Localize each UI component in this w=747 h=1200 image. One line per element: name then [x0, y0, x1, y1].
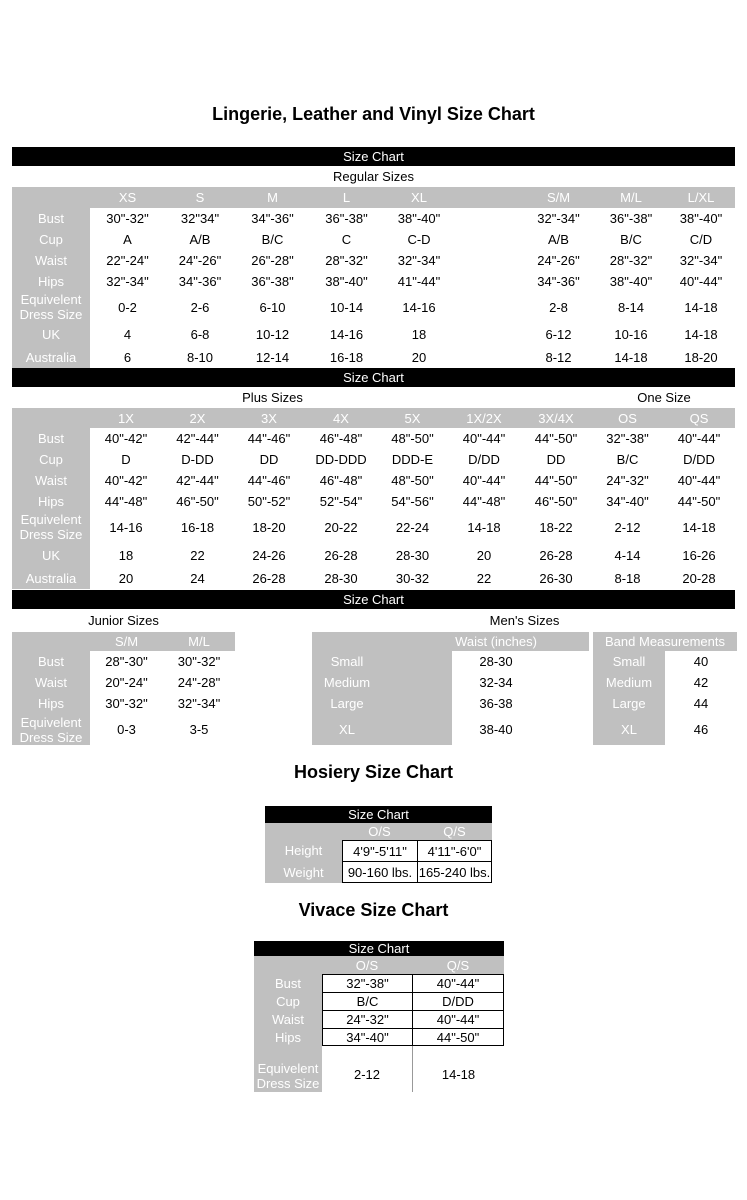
cell: 90-160 lbs. — [342, 861, 417, 883]
cell: 32"-38" — [322, 974, 412, 992]
cell: 4 — [123, 327, 132, 342]
cell: 50"-52" — [247, 493, 291, 509]
column-header: M — [235, 187, 310, 208]
column-header: Q/S — [412, 956, 504, 974]
column-header: S/M — [90, 632, 163, 651]
cell: 30"-32" — [105, 696, 148, 711]
plus-sizes-table — [12, 408, 735, 589]
corner-cell — [12, 187, 90, 208]
regular-sizes-label: Regular Sizes — [333, 169, 414, 184]
row-label: Bust — [254, 974, 322, 992]
column-header: S/M — [522, 187, 595, 208]
cell: 32"-34" — [106, 273, 149, 289]
row-label: Hips — [12, 693, 90, 714]
row-label: Bust — [12, 208, 90, 229]
cell: 46"-50" — [176, 493, 219, 509]
cell: 14-18 — [467, 519, 501, 535]
mens-sizes-label: Men's Sizes — [489, 613, 560, 628]
cell: 18-22 — [539, 519, 573, 535]
corner-cell — [254, 956, 322, 974]
cell: 40"-44" — [679, 273, 723, 289]
cell: B/C — [322, 992, 412, 1010]
cell: 14-16 — [109, 519, 143, 535]
cell: C-D — [407, 232, 431, 247]
row-label: Equivelent Dress Size — [12, 511, 90, 543]
row-label: Waist — [12, 250, 90, 271]
row-label: Hips — [12, 491, 90, 511]
row-label: Equivelent Dress Size — [12, 714, 90, 745]
cell: 26-28 — [539, 547, 573, 563]
cell-filler — [540, 651, 589, 672]
cell: 32"-38" — [606, 431, 649, 446]
row-label: Equivelent Dress Size — [12, 291, 90, 323]
size-chart-bar-hosiery — [265, 806, 492, 823]
blank-cell — [322, 1046, 412, 1060]
cell: 22 — [476, 570, 492, 586]
column-header — [455, 187, 522, 208]
cell-filler — [540, 714, 589, 745]
corner-cell — [12, 408, 90, 428]
column-header: Band Measurements — [593, 632, 737, 651]
corner-cell — [312, 632, 382, 651]
column-header: L — [310, 187, 383, 208]
cell: 14-18 — [412, 1060, 504, 1092]
cell: 10-12 — [255, 327, 290, 342]
cell: 44"-48" — [462, 493, 506, 509]
row-label: Equivelent Dress Size — [254, 1060, 322, 1092]
size-chart-bar-vivace — [254, 941, 504, 956]
column-header: O/S — [342, 823, 417, 840]
cell: 34"-40" — [322, 1028, 412, 1046]
cell: 4'11"-6'0" — [417, 840, 492, 861]
vivace-table — [254, 956, 504, 1092]
cell: 36"-38" — [609, 211, 653, 226]
cell: 24"-26" — [537, 253, 580, 268]
row-label: XL — [312, 714, 382, 745]
cell: 14-18 — [614, 349, 648, 365]
page-title: Lingerie, Leather and Vinyl Size Chart — [212, 104, 535, 124]
mens-waist-table — [312, 632, 589, 745]
cell: 38"-40" — [325, 273, 368, 289]
hosiery-title: Hosiery Size Chart — [293, 762, 454, 782]
hosiery-table — [265, 823, 492, 883]
cell: 38"-40" — [609, 273, 653, 289]
cell: 44 — [693, 696, 709, 711]
cell: 26-28 — [324, 547, 358, 563]
cell: 12-14 — [255, 349, 290, 365]
column-header: Q/S — [417, 823, 492, 840]
cell: 26"-28" — [251, 253, 294, 268]
cell: 18 — [118, 547, 134, 563]
cell: 44"-48" — [104, 493, 148, 509]
cell: 48"-50" — [391, 473, 434, 488]
row-label: Height — [265, 840, 342, 861]
cell: 36"-38" — [251, 273, 294, 289]
column-header: S — [165, 187, 235, 208]
cell: 32"34" — [180, 211, 220, 226]
cell: 46"-50" — [534, 493, 578, 509]
cell: 26-28 — [252, 570, 286, 586]
cell: 8-18 — [614, 570, 641, 586]
row-label: Waist — [12, 470, 90, 491]
cell: 42"-44" — [176, 431, 219, 446]
column-header: 4X — [305, 408, 377, 428]
cell: 10-14 — [329, 299, 364, 315]
cell: D/DD — [468, 452, 500, 467]
cell: 32"-34" — [397, 253, 441, 268]
cell — [455, 250, 522, 271]
cell — [455, 291, 522, 323]
cell: 8-14 — [617, 299, 645, 315]
cell: 34"-40" — [606, 493, 649, 509]
cell: 36-38 — [479, 696, 513, 711]
cell — [455, 208, 522, 229]
cell: 16-18 — [180, 519, 215, 535]
cell: 46 — [693, 722, 709, 737]
one-size-label: One Size — [637, 390, 691, 405]
cell: 14-18 — [684, 299, 718, 315]
cell: 2-12 — [353, 1067, 381, 1082]
cell: 44"-46" — [247, 473, 291, 488]
cell: 46"-48" — [319, 473, 363, 488]
row-label: Hips — [12, 271, 90, 291]
cell: 44"-50" — [412, 1028, 504, 1046]
cell: 16-26 — [682, 547, 716, 563]
cell: 40"-44" — [462, 431, 506, 446]
column-header: OS — [592, 408, 663, 428]
junior-sizes-label: Junior Sizes — [88, 613, 159, 628]
row-label: UK — [12, 543, 90, 567]
row-label: Bust — [12, 651, 90, 672]
row-label: Bust — [12, 428, 90, 449]
cell: 40"-44" — [677, 431, 721, 446]
cell: 38-40 — [479, 722, 513, 737]
cell: C — [341, 232, 352, 247]
row-label: Small — [593, 651, 665, 672]
cell: 28"-32" — [609, 253, 653, 268]
cell: 14-18 — [682, 519, 716, 535]
cell: 14-16 — [402, 299, 436, 315]
cell — [455, 323, 522, 346]
blank-cell — [412, 1046, 504, 1060]
corner-cell — [540, 632, 589, 651]
cell: 38"-40" — [679, 211, 723, 226]
cell: 24"-26" — [178, 253, 222, 268]
cell: 28"-32" — [325, 253, 368, 268]
column-header: M/L — [595, 187, 667, 208]
cell: 24 — [190, 570, 205, 586]
row-label: Waist — [12, 672, 90, 693]
cell: 2-6 — [190, 299, 210, 315]
cell: B/C — [620, 232, 642, 247]
cell: 24-26 — [252, 547, 286, 563]
cell: 44"-50" — [534, 473, 578, 488]
cell: 20"-24" — [105, 675, 148, 690]
cell: 8-10 — [186, 349, 214, 365]
cell: 32"-34" — [679, 253, 723, 268]
cell: 54"-56" — [391, 493, 434, 509]
row-label: Cup — [12, 229, 90, 250]
cell: DDD-E — [391, 452, 434, 467]
cell: D-DD — [181, 452, 214, 467]
cell: 32"-34" — [177, 696, 221, 711]
cell: 40"-44" — [677, 473, 721, 488]
cell: 16-18 — [329, 349, 364, 365]
cell: 38"-40" — [397, 211, 441, 226]
cell: 6-8 — [190, 327, 210, 342]
size-chart-bar-regular — [12, 147, 735, 166]
row-label: Large — [312, 693, 382, 714]
cell: 14-16 — [329, 327, 364, 342]
row-label: Cup — [12, 449, 90, 470]
corner-cell — [265, 823, 342, 840]
cell: 20 — [411, 349, 427, 365]
column-header: Waist (inches) — [452, 632, 540, 651]
cell: 34"-36" — [178, 273, 222, 289]
cell: B/C — [616, 452, 639, 467]
cell: 30"-32" — [106, 211, 149, 226]
size-chart-bar-plus — [12, 368, 735, 387]
cell: 40 — [693, 654, 709, 669]
row-label: Weight — [265, 861, 342, 883]
cell: 24"-28" — [177, 675, 221, 690]
row-label-filler — [382, 651, 452, 672]
size-chart-bar-label: Size Chart — [348, 807, 409, 822]
row-label: Waist — [254, 1010, 322, 1028]
size-chart-bar-label: Size Chart — [343, 592, 404, 607]
cell: 20 — [118, 570, 134, 586]
cell: 4'9"-5'11" — [342, 840, 417, 861]
cell: 18-20 — [252, 519, 286, 535]
cell: 46"-48" — [319, 431, 363, 446]
cell: 34"-36" — [537, 273, 580, 289]
column-header: 5X — [377, 408, 448, 428]
size-chart-bar-label: Size Chart — [348, 941, 410, 956]
cell: 2-12 — [614, 519, 641, 535]
row-label: Small — [312, 651, 382, 672]
cell — [455, 229, 522, 250]
cell: 42 — [693, 675, 709, 690]
cell: 24"-32" — [606, 473, 649, 488]
row-label: Large — [593, 693, 665, 714]
cell: 40"-44" — [412, 1010, 504, 1028]
column-header: O/S — [322, 956, 412, 974]
corner-cell — [12, 632, 90, 651]
cell: A — [123, 232, 132, 247]
cell: 28"-30" — [105, 654, 148, 669]
cell — [455, 271, 522, 291]
row-label-filler — [382, 672, 452, 693]
cell: 22 — [190, 547, 205, 563]
regular-sizes-table — [12, 187, 735, 368]
cell: 36"-38" — [325, 211, 368, 226]
cell: 20-22 — [324, 519, 358, 535]
cell: 28-30 — [395, 547, 430, 563]
cell: 6 — [123, 349, 132, 365]
cell: 26-30 — [539, 570, 573, 586]
cell: 28-30 — [479, 654, 513, 669]
vivace-title: Vivace Size Chart — [298, 900, 449, 920]
cell: 14-18 — [684, 327, 718, 342]
row-label: Australia — [12, 346, 90, 368]
cell: 18-20 — [684, 349, 718, 365]
cell: 52"-54" — [319, 493, 363, 509]
cell: A/B — [189, 232, 211, 247]
cell: 0-3 — [117, 722, 136, 737]
row-label-filler — [254, 1046, 322, 1060]
cell: 40"-42" — [104, 431, 148, 446]
cell: A/B — [548, 232, 569, 247]
cell: 32-34 — [479, 675, 513, 690]
size-chart-bar-junior-mens — [12, 590, 735, 609]
cell: 44"-50" — [677, 493, 721, 509]
cell: 44"-46" — [247, 431, 291, 446]
column-header: XS — [90, 187, 165, 208]
cell: 30-32 — [395, 570, 430, 586]
cell: 3-5 — [189, 722, 209, 737]
column-header: 1X/2X — [448, 408, 520, 428]
cell: 4-14 — [614, 547, 641, 563]
column-header: M/L — [163, 632, 235, 651]
cell: 44"-50" — [534, 431, 578, 446]
cell-filler — [540, 672, 589, 693]
cell: 28-30 — [324, 570, 358, 586]
row-label: Hips — [254, 1028, 322, 1046]
column-header: 2X — [162, 408, 233, 428]
cell: 20 — [476, 547, 492, 563]
cell: 8-12 — [545, 349, 572, 365]
cell: D — [121, 452, 131, 467]
plus-sizes-label: Plus Sizes — [242, 390, 303, 405]
mens-band-table — [593, 632, 737, 745]
column-header: 3X — [233, 408, 305, 428]
column-header: XL — [383, 187, 455, 208]
cell: 42"-44" — [176, 473, 219, 488]
cell: 165-240 lbs. — [417, 861, 492, 883]
cell: 24"-32" — [322, 1010, 412, 1028]
row-label: XL — [593, 714, 665, 745]
row-label: Cup — [254, 992, 322, 1010]
cell: DD — [546, 452, 566, 467]
cell-filler — [540, 693, 589, 714]
row-label: Medium — [593, 672, 665, 693]
cell: D/DD — [683, 452, 715, 467]
row-label: Australia — [12, 567, 90, 589]
cell: 32"-34" — [537, 211, 580, 226]
cell: 30"-32" — [177, 654, 221, 669]
row-label: Medium — [312, 672, 382, 693]
cell: 0-2 — [118, 299, 137, 315]
cell: 48"-50" — [391, 431, 434, 446]
cell: DD — [259, 452, 279, 467]
cell: 40"-44" — [462, 473, 506, 488]
size-chart-bar-label: Size Chart — [343, 370, 404, 385]
cell: 40"-42" — [104, 473, 148, 488]
cell: 41"-44" — [397, 273, 441, 289]
cell: 6-12 — [545, 327, 572, 342]
corner-cell — [382, 632, 452, 651]
cell: C/D — [689, 232, 713, 247]
cell — [455, 346, 522, 368]
column-header: L/XL — [667, 187, 735, 208]
cell: 6-10 — [259, 299, 286, 315]
cell: 2-8 — [549, 299, 568, 315]
size-chart-bar-label: Size Chart — [343, 149, 404, 164]
cell: 20-28 — [682, 570, 716, 586]
junior-sizes-table — [12, 632, 235, 745]
row-label-filler — [382, 693, 452, 714]
cell: DD-DDD — [315, 452, 367, 467]
cell: 34"-36" — [251, 211, 294, 226]
row-label: UK — [12, 323, 90, 346]
cell: B/C — [261, 232, 284, 247]
column-header: 1X — [90, 408, 162, 428]
cell: 40"-44" — [412, 974, 504, 992]
row-label-filler — [382, 714, 452, 745]
cell: 10-16 — [614, 327, 648, 342]
cell: 22"-24" — [106, 253, 149, 268]
cell: 22-24 — [395, 519, 430, 535]
column-header: QS — [663, 408, 735, 428]
cell: D/DD — [412, 992, 504, 1010]
column-header: 3X/4X — [520, 408, 592, 428]
cell: 18 — [411, 327, 427, 342]
